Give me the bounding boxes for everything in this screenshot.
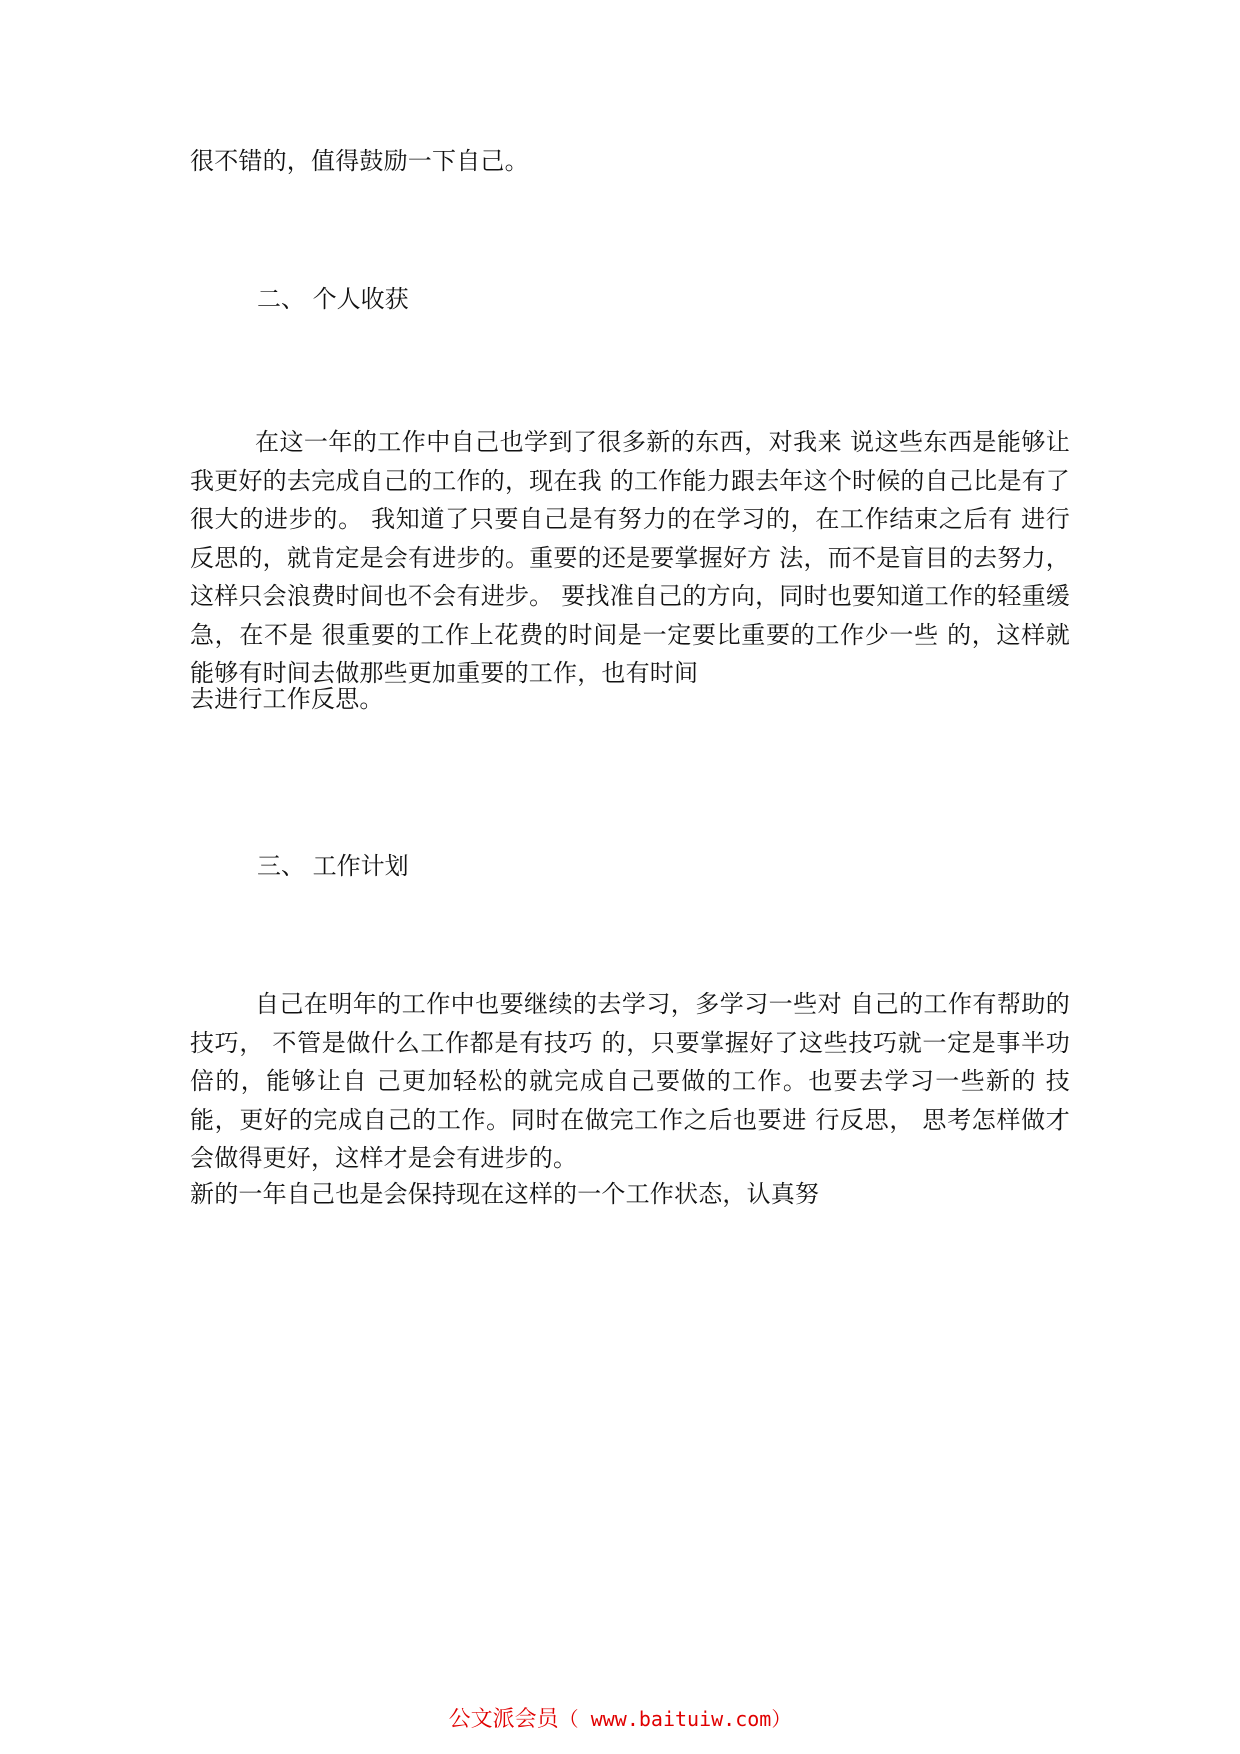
footer-watermark [0,1704,1240,1735]
section-paragraph-work-plan [190,985,1070,1178]
opening-line: 很不错的，值得鼓励一下自己。 [190,147,529,175]
paragraph-text: 自己在明年的工作中也要继续的去学习，多学习一些对 自己的工作有帮助的技巧， 不管是做什么工作都是有技巧 的，只要掌握好了这些技巧就一定是事半功倍的，能够让自 己更加轻松的就完成自己要做的工作。也要去学习一些新的 技能，更好的完成自己的工作。同时在做完工作之后也要进 行反思， 思考怎样做才会做得更好，这样才是会有进步的。 [190,990,1070,1172]
section-paragraph-personal-gains [190,423,1070,693]
footer-label: 公文派会员 [448,1707,559,1732]
paragraph-continuation: 新的一年自己也是会保持现在这样的一个工作状态，认真努 [190,1180,820,1208]
section-heading-work-plan: 三、 工作计划 [257,852,409,880]
paragraph-text: 在这一年的工作中自己也学到了很多新的东西，对我来 说这些东西是能够让我更好的去完成自己的工作的，现在我 的工作能力跟去年这个时候的自己比是有了很大的进步的。 我知道了只要自己是有努力的在学习的，在工作结束之后有 进行反思的，就肯定是会有进步的。重要的还是要掌握好方 法，而不是盲目的去努力，这样只会浪费时间也不会有进步。 要找准自己的方向，同时也要知道工作的轻重缓急，在不是 很重要的工作上花费的时间是一定要比重要的工作少一些 的，这样就能够有时间去做那些更加重要的工作，也有时间 [190,428,1070,687]
section-heading-personal-gains: 二、 个人收获 [257,285,409,313]
footer-url[interactable]: （ www.baituiw.com） [558,1707,792,1731]
paragraph-continuation: 去进行工作反思。 [190,685,384,713]
